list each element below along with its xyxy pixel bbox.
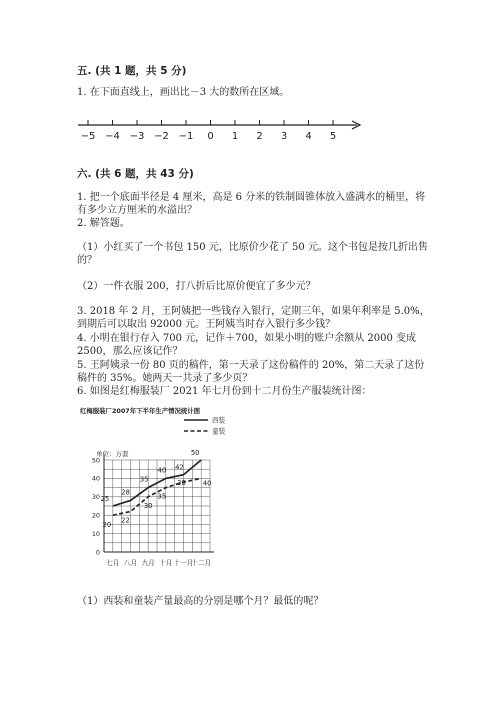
number-line-label: −2 bbox=[154, 131, 169, 142]
number-line-label: 4 bbox=[305, 131, 312, 142]
legend-label-suit: 西装 bbox=[212, 416, 226, 425]
data-label-kids: 22 bbox=[121, 516, 130, 525]
chart-title: 红梅服装厂2007年下半年生产情况统计图 bbox=[80, 407, 201, 415]
data-label-suit: 25 bbox=[100, 495, 110, 503]
section-5-heading: 五. (共 1 题，共 5 分) bbox=[77, 65, 187, 77]
data-label-kids: 35 bbox=[157, 492, 167, 501]
data-label-kids: 30 bbox=[143, 501, 153, 510]
data-label-suit: 42 bbox=[175, 463, 184, 472]
data-label-kids: 20 bbox=[102, 521, 112, 530]
number-line-label: −3 bbox=[129, 131, 145, 142]
production-line-chart bbox=[72, 402, 247, 574]
question-5-1: 1. 在下面直线上，画出比－3 大的数所在区域。 bbox=[77, 87, 290, 98]
data-label-suit: 50 bbox=[190, 449, 200, 457]
data-label-suit: 28 bbox=[121, 488, 130, 497]
question-6-6: 6. 如图是红梅服装厂 2021 年七月份到十二月份生产服装统计图： bbox=[77, 386, 372, 397]
question-6-3: 3. 2018 年 2 月，王阿姨把一些钱存入银行，定期三年，如果年利率是 5.0%，到期后可以取出 92000 元。王阿姨当时存入银行多少钱？ bbox=[77, 306, 430, 330]
legend-label-kids: 童装 bbox=[212, 427, 226, 436]
question-6-6-1: （1）西装和童装产量最高的分别是哪个月？最低的呢？ bbox=[77, 596, 324, 607]
y-tick-label: 10 bbox=[91, 529, 100, 538]
question-6-1: 1. 把一个底面半径是 4 厘米，高是 6 分米的铁制圆锥体放入盛满水的桶里，将有多少立方厘米的水溢出？ bbox=[77, 192, 426, 216]
number-line bbox=[75, 115, 370, 145]
number-line-label: 3 bbox=[280, 131, 288, 142]
y-tick-label: 0 bbox=[95, 548, 100, 557]
data-label-kids: 38 bbox=[177, 479, 186, 488]
x-tick-label: 十一月 bbox=[173, 559, 194, 567]
question-6-2-1: （1）小红买了一个书包 150 元，比原价少花了 50 元。这个书包是按几折出售的？ bbox=[77, 242, 428, 266]
data-label-kids: 40 bbox=[202, 479, 212, 488]
number-line-label: 1 bbox=[231, 131, 239, 142]
question-6-2: 2. 解答题。 bbox=[77, 218, 130, 229]
number-line-label: −5 bbox=[80, 131, 96, 142]
y-tick-label: 50 bbox=[91, 456, 100, 465]
x-tick-label: 八月 bbox=[123, 559, 138, 567]
chart-legend bbox=[184, 416, 226, 436]
number-line-label: 2 bbox=[256, 131, 263, 142]
x-tick-label: 十二月 bbox=[191, 559, 212, 567]
question-6-5: 5. 王阿姨录一份 80 页的稿件，第一天录了这份稿件的 20%，第二天录了这份稿件的 35%。她两天一共录了多少页？ bbox=[77, 360, 425, 384]
y-tick-label: 40 bbox=[91, 474, 100, 483]
section-6-heading: 六. (共 6 题，共 43 分) bbox=[77, 168, 194, 180]
number-line-label: 0 bbox=[207, 131, 214, 142]
x-tick-label: 九月 bbox=[141, 559, 155, 567]
question-6-2-2: （2）一件衣服 200，打八折后比原价便宜了多少元？ bbox=[77, 281, 316, 292]
number-line-label: 5 bbox=[329, 131, 337, 142]
x-tick-label: 十月 bbox=[159, 559, 173, 567]
data-label-suit: 40 bbox=[157, 466, 167, 475]
number-line-label: −1 bbox=[178, 131, 194, 142]
x-tick-label: 七月 bbox=[106, 559, 120, 567]
y-tick-label: 20 bbox=[91, 511, 100, 520]
number-line-label: −4 bbox=[105, 131, 120, 142]
y-tick-label: 30 bbox=[91, 493, 100, 502]
chart-unit-label: 单位：万套 bbox=[96, 450, 129, 458]
data-label-suit: 35 bbox=[139, 475, 149, 484]
question-6-4: 4. 小明在银行存入 700 元，记作＋700，如果小明的账户余额从 2000 变成 2500，那么应该记作？ bbox=[77, 333, 417, 357]
